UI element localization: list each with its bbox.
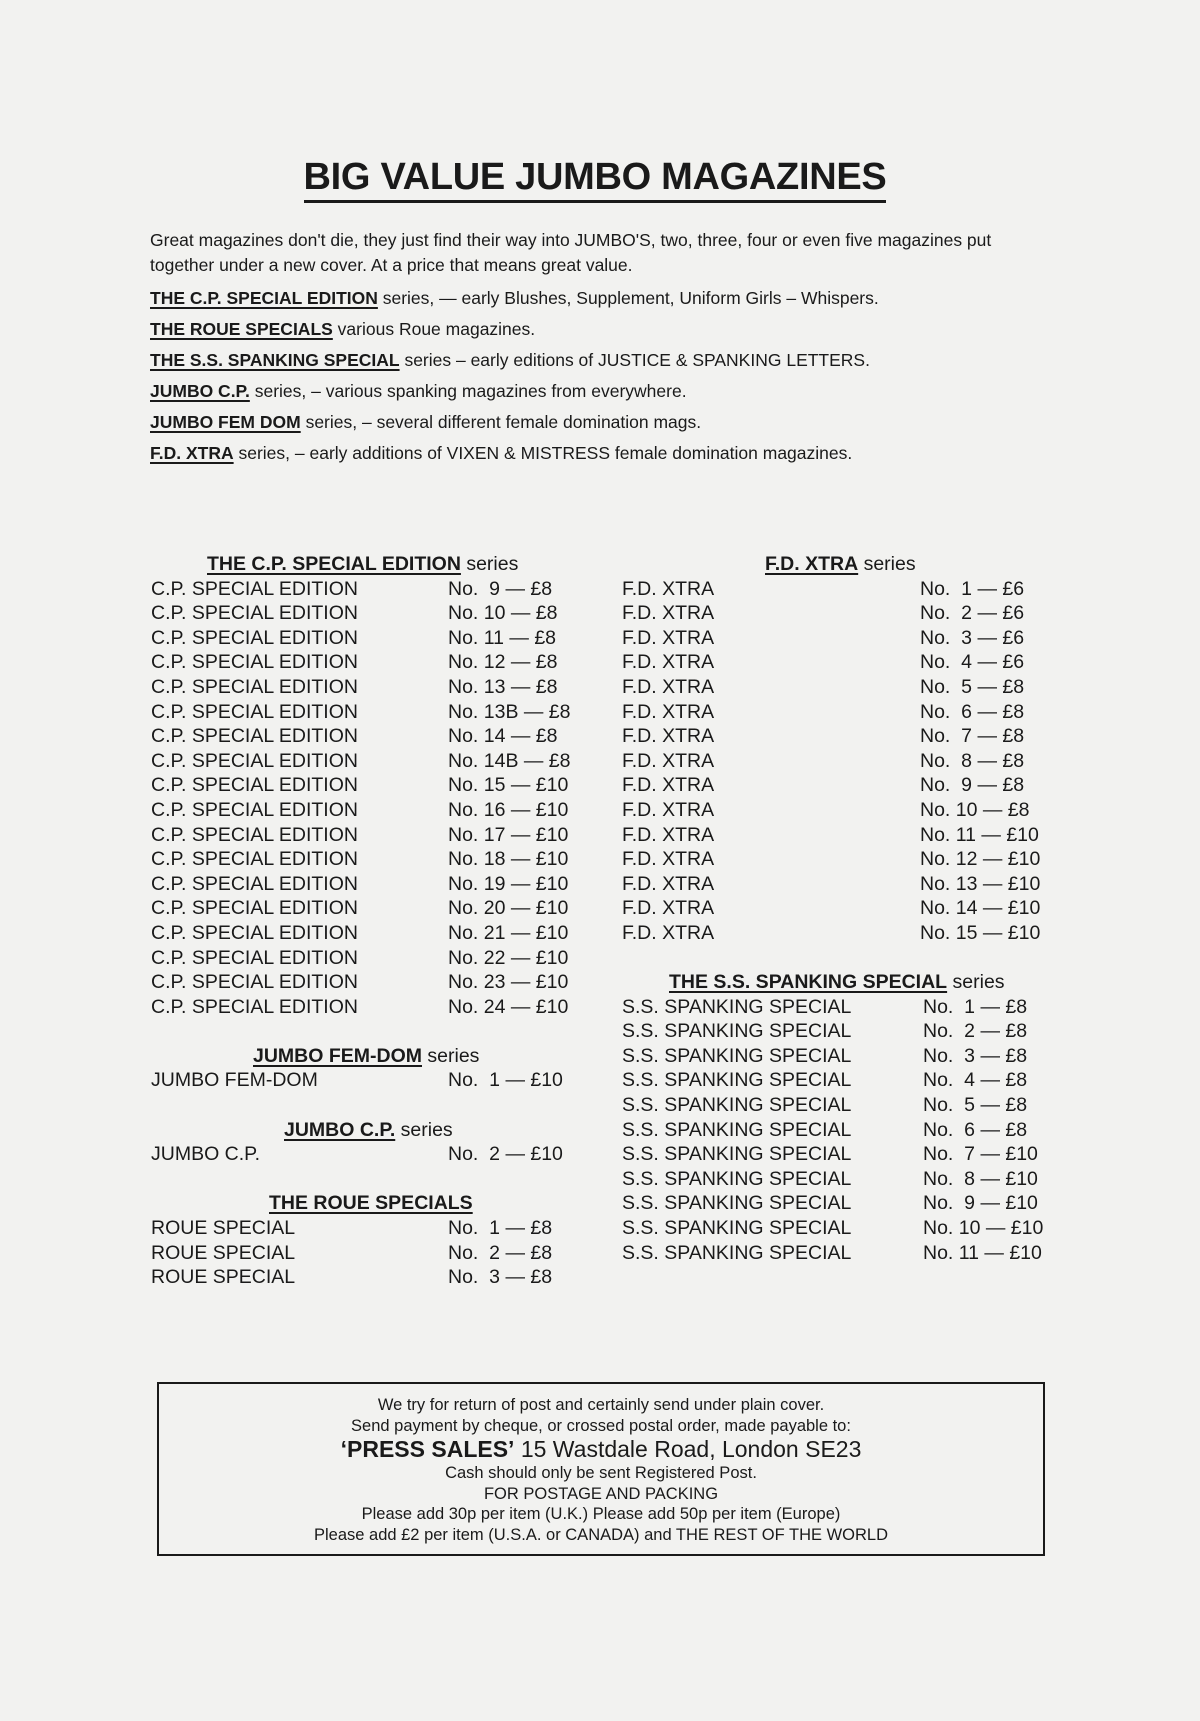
series-desc-cp [150,286,1050,317]
item-title: F.D. XTRA [622,848,715,871]
item-title: S.S. SPANKING SPECIAL [622,1020,852,1043]
list-item [151,577,591,602]
item-number-price: No. 6 — £8 [923,1118,1028,1141]
page-title-wrap [0,156,1190,199]
series-desc-text: various Roue magazines. [332,319,536,339]
item-number-price: No. 5 — £8 [923,1094,1028,1117]
series-desc-ss [150,348,1050,379]
item-number-price: No. 13 — £8 [448,675,558,698]
list-item [622,1191,1062,1216]
item-number-price: No. 2 — £6 [920,602,1025,625]
item-title: F.D. XTRA [622,823,715,846]
item-number-price: No. 9 — £8 [448,577,553,600]
item-number-price: No. 2 — £8 [923,1020,1028,1043]
item-number-price: No. 10 — £8 [448,602,558,625]
list-item [151,626,591,651]
ss-heading [622,970,1062,995]
fem-dom-list [151,1068,591,1093]
list-item [151,724,591,749]
item-title: ROUE SPECIAL [151,1217,296,1240]
list-item [622,798,1062,823]
heading-label: THE C.P. SPECIAL EDITION [207,553,461,575]
list-item [151,773,591,798]
company-name: ‘PRESS SALES’ [340,1436,515,1462]
item-title: JUMBO FEM-DOM [151,1069,318,1092]
series-desc-text: series, – early additions of VIXEN & MISTRESS female domination magazines. [233,443,853,463]
item-title: F.D. XTRA [622,897,715,920]
series-desc-name: JUMBO C.P. [150,381,250,401]
item-number-price: No. 23 — £10 [448,971,569,994]
notice-line: Please add £2 per item (U.S.A. or CANADA) and THE REST OF THE WORLD [313,1525,889,1544]
item-title: S.S. SPANKING SPECIAL [622,1094,852,1117]
item-title: F.D. XTRA [622,872,715,895]
item-title: C.P. SPECIAL EDITION [151,700,358,723]
item-title: S.S. SPANKING SPECIAL [622,1143,852,1166]
item-title: C.P. SPECIAL EDITION [151,872,358,895]
series-desc-name: THE S.S. SPANKING SPECIAL [150,350,400,370]
item-number-price: No. 2 — £8 [448,1241,553,1264]
list-item [151,970,591,995]
item-number-price: No. 16 — £10 [448,798,569,821]
item-number-price: No. 22 — £10 [448,946,569,969]
notice-line: FOR POSTAGE AND PACKING [483,1484,719,1503]
item-title: C.P. SPECIAL EDITION [151,577,358,600]
item-number-price: No. 19 — £10 [448,872,569,895]
series-desc-name: THE ROUE SPECIALS [150,319,333,339]
item-title: F.D. XTRA [622,921,715,944]
item-number-price: No. 14B — £8 [448,749,571,772]
item-title: C.P. SPECIAL EDITION [151,749,358,772]
list-item [622,1093,1062,1118]
item-number-price: No. 20 — £10 [448,897,569,920]
list-item [151,1216,591,1241]
page-title: BIG VALUE JUMBO MAGAZINES [304,156,887,203]
item-title: C.P. SPECIAL EDITION [151,848,358,871]
item-title: C.P. SPECIAL EDITION [151,823,358,846]
list-item [151,995,591,1020]
notice-line: We try for return of post and certainly send under plain cover. [377,1396,825,1414]
list-item [622,650,1062,675]
item-title: C.P. SPECIAL EDITION [151,651,358,674]
series-desc-name: JUMBO FEM DOM [150,412,301,432]
jumbo-cp-heading [151,1118,591,1143]
list-item [151,847,591,872]
series-desc-text: series, – various spanking magazines from everywhere. [249,381,687,401]
list-item [622,601,1062,626]
item-number-price: No. 11 — £10 [920,823,1039,846]
heading-label: JUMBO FEM-DOM [253,1044,422,1067]
series-desc-jumbo-cp [150,379,1050,410]
intro-paragraph: Great magazines don't die, they just find their way into JUMBO'S, two, three, four or even five magazines put together under a new cover. At a price that means great value. [150,230,992,275]
ordering-notice [157,1382,1045,1556]
item-number-price: No. 9 — £10 [923,1192,1038,1215]
item-number-price: No. 9 — £8 [920,774,1025,797]
item-number-price: No. 4 — £6 [920,651,1025,674]
item-number-price: No. 8 — £10 [923,1167,1038,1190]
series-descriptions [150,286,1050,472]
list-item [622,1068,1062,1093]
ss-spanking-list [622,995,1062,1266]
list-item [622,577,1062,602]
item-number-price: No. 7 — £8 [920,725,1025,748]
item-number-price: No. 12 — £10 [920,848,1041,871]
item-number-price: No. 1 — £6 [920,577,1025,600]
item-title: F.D. XTRA [622,774,715,797]
list-item [151,872,591,897]
item-number-price: No. 14 — £10 [920,897,1041,920]
item-title: C.P. SPECIAL EDITION [151,798,358,821]
item-number-price: No. 3 — £8 [448,1266,553,1289]
item-title: F.D. XTRA [622,651,715,674]
series-desc-text: series – early editions of JUSTICE & SPANKING LETTERS. [399,350,870,370]
item-number-price: No. 10 — £10 [923,1217,1044,1240]
list-item [622,896,1062,921]
item-number-price: No. 24 — £10 [448,995,569,1018]
list-item [622,823,1062,848]
item-title: C.P. SPECIAL EDITION [151,602,358,625]
heading-suffix: series [460,553,519,575]
item-number-price: No. 13B — £8 [448,700,571,723]
list-item [622,1142,1062,1167]
list-item [151,749,591,774]
spacer [151,1019,591,1044]
item-title: C.P. SPECIAL EDITION [151,946,358,969]
list-item [151,1265,591,1290]
notice-line: Please add 30p per item (U.K.) Please add 50p per item (Europe) [361,1505,841,1523]
list-item [622,675,1062,700]
item-title: C.P. SPECIAL EDITION [151,897,358,920]
series-desc-fem-dom [150,410,1050,441]
list-item [622,1241,1062,1266]
spacer [151,1093,591,1118]
list-item [151,1142,591,1167]
right-price-column [622,552,1062,1265]
list-item [151,700,591,725]
item-number-price: No. 1 — £8 [923,995,1028,1018]
item-title: F.D. XTRA [622,725,715,748]
item-number-price: No. 15 — £10 [448,774,569,797]
notice-line: Send payment by cheque, or crossed postal order, made payable to: [351,1416,851,1435]
item-title: S.S. SPANKING SPECIAL [622,995,852,1018]
fd-xtra-list [622,577,1062,946]
spacer [151,1167,591,1192]
item-number-price: No. 10 — £8 [920,798,1030,821]
heading-suffix: series [858,553,916,575]
heading-label: THE S.S. SPANKING SPECIAL [669,971,948,994]
list-item [622,1019,1062,1044]
item-number-price: No. 12 — £8 [448,651,558,674]
list-item [151,798,591,823]
item-title: S.S. SPANKING SPECIAL [622,1118,852,1141]
list-item [151,823,591,848]
list-item [151,650,591,675]
list-item [622,921,1062,946]
item-number-price: No. 8 — £8 [920,749,1025,772]
list-item [622,749,1062,774]
heading-label: F.D. XTRA [765,553,859,575]
item-number-price: No. 13 — £10 [920,872,1041,895]
series-desc-name: THE C.P. SPECIAL EDITION [150,288,378,308]
item-title: S.S. SPANKING SPECIAL [622,1069,852,1092]
heading-label: JUMBO C.P. [284,1118,396,1141]
list-item [622,847,1062,872]
item-title: F.D. XTRA [622,577,715,600]
list-item [622,995,1062,1020]
list-item [622,1216,1062,1241]
item-number-price: No. 7 — £10 [923,1143,1038,1166]
item-title: C.P. SPECIAL EDITION [151,921,358,944]
list-item [622,773,1062,798]
item-title: S.S. SPANKING SPECIAL [622,1241,852,1264]
item-title: C.P. SPECIAL EDITION [151,675,358,698]
item-number-price: No. 18 — £10 [448,848,569,871]
spacer [622,946,1062,971]
item-number-price: No. 3 — £8 [923,1044,1028,1067]
heading-suffix: series [395,1118,453,1141]
list-item [151,675,591,700]
notice-line: Cash should only be sent Registered Post. [445,1464,757,1482]
item-title: ROUE SPECIAL [151,1266,296,1289]
item-number-price: No. 2 — £10 [448,1143,563,1166]
roue-list [151,1216,591,1290]
item-title: C.P. SPECIAL EDITION [151,774,358,797]
item-title: F.D. XTRA [622,626,715,649]
item-number-price: No. 5 — £8 [920,675,1025,698]
item-title: F.D. XTRA [622,602,715,625]
item-number-price: No. 15 — £10 [920,921,1041,944]
notice-address [159,1436,1043,1463]
list-item [622,1167,1062,1192]
item-number-price: No. 11 — £10 [923,1241,1042,1264]
cp-special-heading [151,552,591,577]
series-desc-fd-xtra [150,441,1050,472]
list-item [151,921,591,946]
fd-xtra-heading [622,552,1062,577]
list-item [151,1068,591,1093]
list-item [151,1241,591,1266]
item-number-price: No. 14 — £8 [448,725,558,748]
item-title: JUMBO C.P. [151,1143,261,1166]
item-number-price: No. 11 — £8 [448,626,557,649]
item-title: F.D. XTRA [622,700,715,723]
item-number-price: No. 21 — £10 [448,921,569,944]
item-title: C.P. SPECIAL EDITION [151,626,358,649]
item-title: C.P. SPECIAL EDITION [151,971,358,994]
item-number-price: No. 17 — £10 [448,823,569,846]
item-title: C.P. SPECIAL EDITION [151,995,358,1018]
left-price-column [151,552,591,1290]
cp-special-list [151,577,591,1020]
item-number-price: No. 1 — £8 [448,1217,553,1240]
street-address: 15 Wastdale Road, London SE23 [514,1436,862,1462]
item-title: S.S. SPANKING SPECIAL [622,1044,852,1067]
item-number-price: No. 1 — £10 [448,1069,563,1092]
heading-suffix: series [947,971,1005,994]
list-item [622,724,1062,749]
item-number-price: No. 3 — £6 [920,626,1025,649]
series-desc-text: series, — early Blushes, Supplement, Uniform Girls – Whispers. [377,288,879,308]
heading-label: THE ROUE SPECIALS [269,1192,473,1215]
heading-suffix: series [422,1044,480,1067]
list-item [622,626,1062,651]
list-item [151,601,591,626]
list-item [151,896,591,921]
item-title: S.S. SPANKING SPECIAL [622,1217,852,1240]
roue-heading [151,1191,591,1216]
list-item [151,946,591,971]
series-desc-text: series, – several different female domination mags. [300,412,702,432]
item-title: ROUE SPECIAL [151,1241,296,1264]
item-title: S.S. SPANKING SPECIAL [622,1192,852,1215]
item-title: C.P. SPECIAL EDITION [151,725,358,748]
item-number-price: No. 4 — £8 [923,1069,1028,1092]
item-number-price: No. 6 — £8 [920,700,1025,723]
series-desc-name: F.D. XTRA [150,443,234,463]
fem-dom-heading [151,1044,591,1069]
list-item [622,872,1062,897]
item-title: F.D. XTRA [622,798,715,821]
list-item [622,1044,1062,1069]
item-title: F.D. XTRA [622,749,715,772]
list-item [622,700,1062,725]
series-desc-roue [150,317,1050,348]
item-title: F.D. XTRA [622,675,715,698]
jumbo-cp-list [151,1142,591,1167]
item-title: S.S. SPANKING SPECIAL [622,1167,852,1190]
list-item [622,1118,1062,1143]
